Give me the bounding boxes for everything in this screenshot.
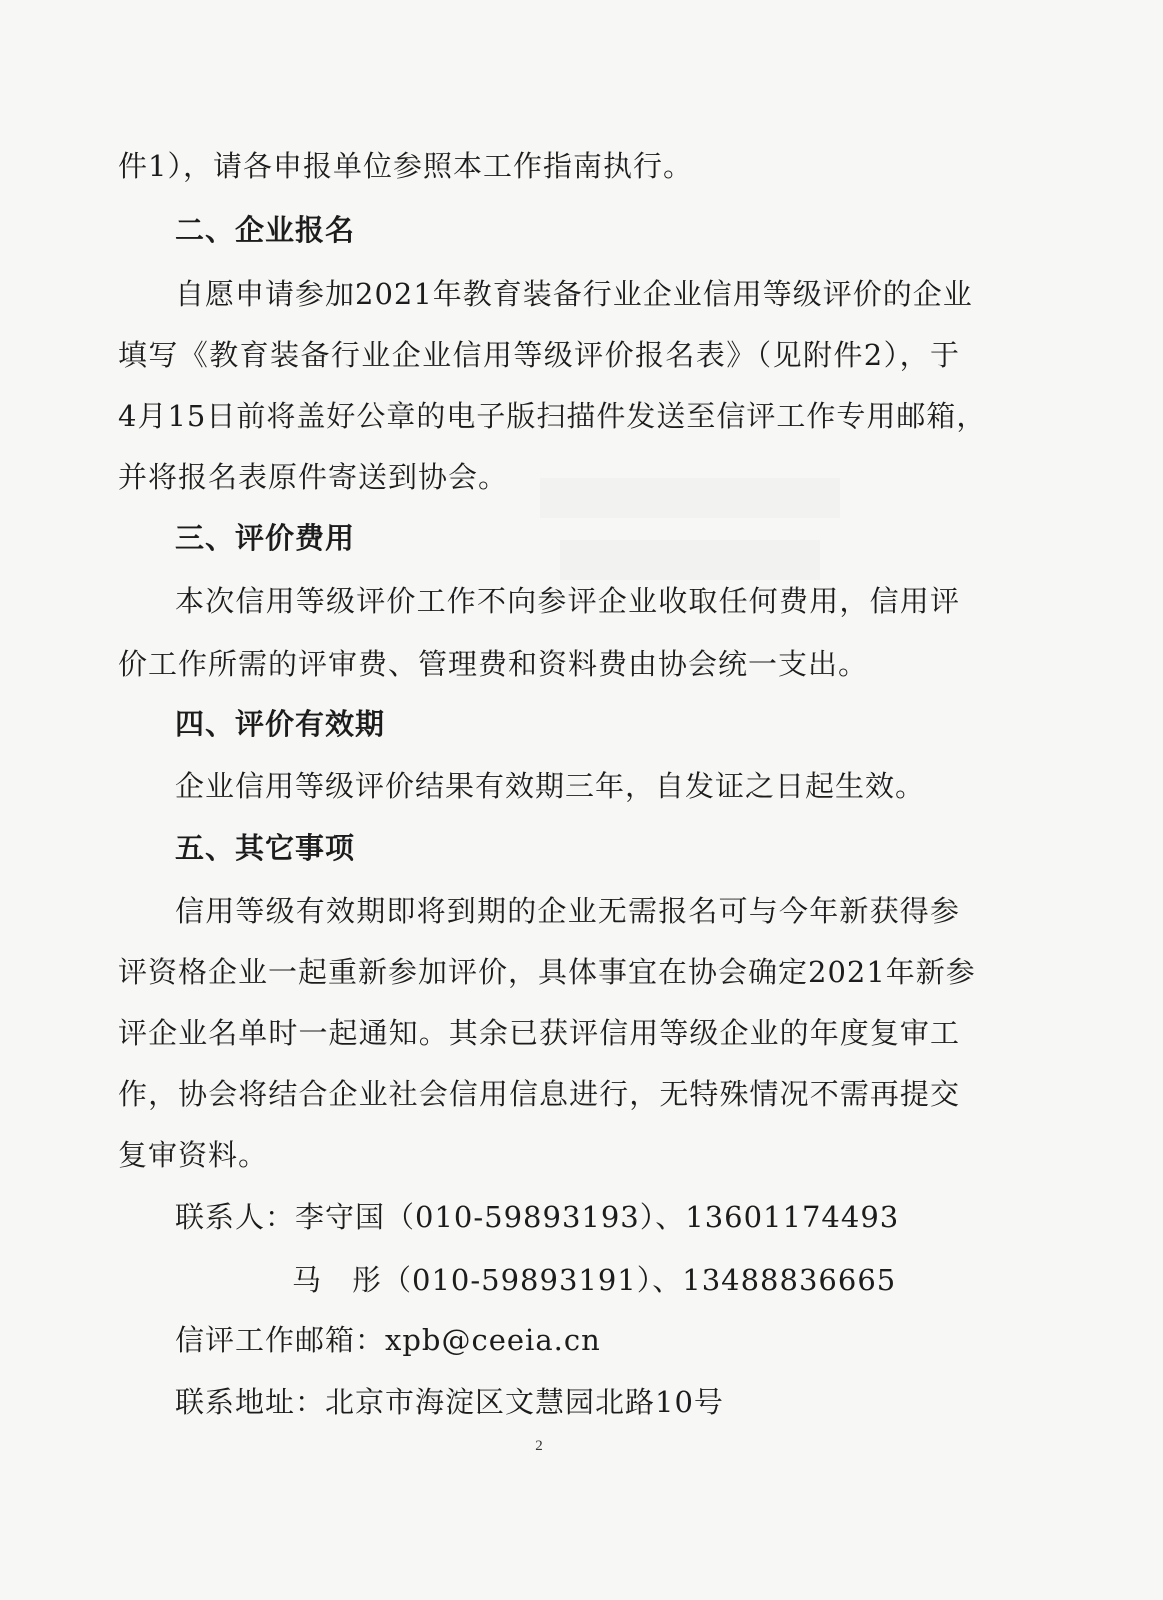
contact-email-line: 信评工作邮箱：xpb@ceeia.cn <box>175 1323 601 1357</box>
section-heading: 五、其它事项 <box>175 831 356 865</box>
paragraph-line: 并将报名表原件寄送到协会。 <box>118 460 509 494</box>
paragraph-line: 自愿申请参加2021年教育装备行业企业信用等级评价的企业 <box>175 277 973 311</box>
paragraph-line: 复审资料。 <box>118 1138 269 1172</box>
paragraph-line: 评企业名单时一起通知。其余已获评信用等级企业的年度复审工 <box>118 1016 960 1050</box>
paragraph-line: 本次信用等级评价工作不向参评企业收取任何费用，信用评 <box>175 584 960 618</box>
paragraph-line: 4月15日前将盖好公章的电子版扫描件发送至信评工作专用邮箱， <box>118 399 987 433</box>
page-number: 2 <box>535 1438 543 1454</box>
contact-person-line: 马 彤（010-59893191）、13488836665 <box>292 1263 897 1297</box>
section-heading: 四、评价有效期 <box>175 707 386 741</box>
paragraph-line: 企业信用等级评价结果有效期三年，自发证之日起生效。 <box>175 769 926 803</box>
bleed-through-mark <box>540 478 840 518</box>
contact-person-line: 联系人：李守国（010-59893193）、13601174493 <box>175 1200 900 1234</box>
section-heading: 二、企业报名 <box>175 213 356 247</box>
section-heading: 三、评价费用 <box>175 521 356 555</box>
paragraph-line: 填写《教育装备行业企业信用等级评价报名表》（见附件2），于 <box>118 338 960 372</box>
paragraph-line: 信用等级有效期即将到期的企业无需报名可与今年新获得参 <box>175 894 960 928</box>
paragraph-line: 评资格企业一起重新参加评价，具体事宜在协会确定2021年新参 <box>118 955 976 989</box>
paragraph-line: 价工作所需的评审费、管理费和资料费由协会统一支出。 <box>118 647 869 681</box>
paragraph-line: 作，协会将结合企业社会信用信息进行，无特殊情况不需再提交 <box>118 1077 960 1111</box>
bleed-through-mark <box>560 540 820 580</box>
paragraph-line: 件1），请各申报单位参照本工作指南执行。 <box>118 149 693 183</box>
contact-address-line: 联系地址：北京市海淀区文慧园北路10号 <box>175 1385 724 1419</box>
